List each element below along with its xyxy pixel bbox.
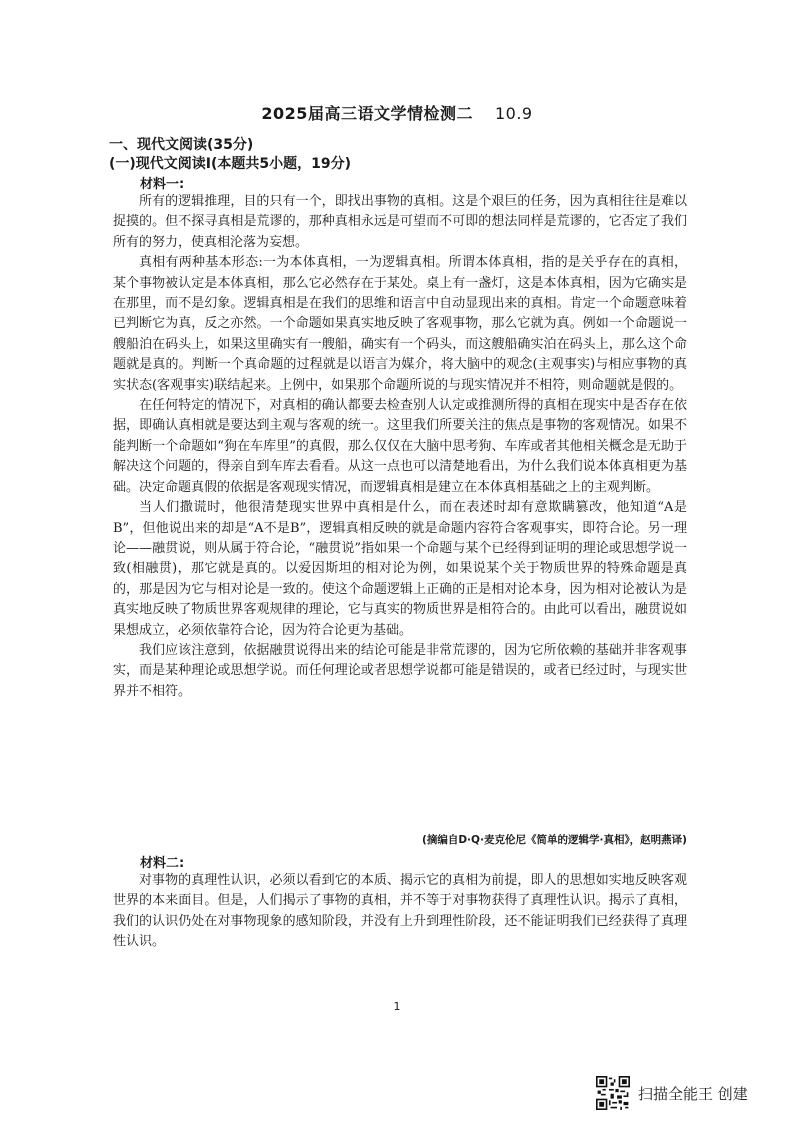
paragraph: 在任何特定的情况下，对真相的确认都要去检查别人认定或推测所得的真相在现实中是否存在依据，即确认真相就是要达到主观与客观的统一。这里我们所要关注的焦点是事物的客观情况。如果不能判断一个命题如“狗在车库里”的真假，那么仅仅在大脑中思考狗、车库或者其他相关概念是无助于解决这个问题的，得亲自到车库去看看。从这一点也可以清楚地看出，为什么我们说本体真相更为基础。决定命题真假的依据是客观现实情况，而逻辑真相是建立在本体真相基础之上的主观判断。: [113, 398, 687, 495]
source-citation: (摘编自D·Q·麦克伦尼《简单的逻辑学·真相》，赵明燕译): [422, 834, 687, 846]
scanner-label: 扫描全能王 创建: [638, 1084, 748, 1103]
page-number: 1: [393, 1000, 401, 1013]
scanner-watermark: [596, 1075, 748, 1111]
title-text: 2025届高三语文学情检测二: [261, 104, 473, 123]
qr-code-icon: [596, 1076, 630, 1110]
paragraph: 对事物的真理性认识，必须以看到它的本质、揭示它的真相为前提，即人的思想如实地反映客观世界的本来面目。但是，人们揭示了事物的真相，并不等于对事物获得了真理性认识。揭示了真相，我们的认识仍处在对事物现象的感知阶段，并没有上升到理性阶段，还不能证明我们已经获得了真理性认识。: [113, 873, 687, 950]
section-heading: 一、现代文阅读(35分): [109, 137, 254, 153]
material-two-body: [113, 871, 687, 953]
material-two-label: 材料二:: [140, 856, 185, 871]
paragraph: 所有的逻辑推理，目的只有一个，即找出事物的真相。这是个艰巨的任务，因为真相往往是难以捉摸的。但不探寻真相是荒谬的，那种真相永远是可望而不可即的想法同样是荒谬的，它否定了我们所有的努力，使真相沦落为妄想。: [113, 194, 687, 250]
page-title: [0, 101, 794, 124]
material-one-label: 材料一:: [140, 177, 185, 192]
paragraph: 我们应该注意到，依据融贯说得出来的结论可能是非常荒谬的，因为它所依赖的基础并非客观事实，而是某种理论或思想学说。而任何理论或者思想学说都可能是错误的，或者已经过时，与现实世界并不相符。: [113, 642, 687, 699]
title-date: 10.9: [494, 104, 533, 123]
paragraph: 当人们撒谎时，他很清楚现实世界中真相是什么，而在表述时却有意欺瞒篡改，他知道“A是B”，但他说出来的却是“A不是B”，逻辑真相反映的就是命题内容符合客观事实，即符合论。另一理论——融贯说，则从属于符合论，“融贯说”指如果一个命题与某个已经得到证明的理论或思想学说一致(相融贯)，那它就是真的。以爱因斯坦的相对论为例，如果说某个关于物质世界的特殊命题是真的，那是因为它与相对论是一致的。使这个命题逻辑上正确的正是相对论本身，因为相对论被认为是真实地反映了物质世界客观规律的理论，它与真实的物质世界是相符合的。由此可以看出，融贯说如果想成立，必须依靠符合论，因为符合论更为基础。: [113, 500, 687, 638]
material-one-body: [113, 192, 687, 702]
subsection-heading: (一)现代文阅读Ⅰ(本题共5小题，19分): [109, 156, 352, 172]
paragraph: 真相有两种基本形态:一为本体真相，一为逻辑真相。所谓本体真相，指的是关乎存在的真相，某个事物被认定是本体真相，那么它必然存在于某处。桌上有一盏灯，这是本体真相，因为它确实是在那里，而不是幻象。逻辑真相是在我们的思维和语言中自动显现出来的真相。肯定一个命题意味着已判断它为真，反之亦然。一个命题如果真实地反映了客观事物，那么它就为真。例如一个命题说一艘船泊在码头上，如果这里确实有一艘船，确实有一个码头，而这艘船确实泊在码头上，那么这个命题就是真的。判断一个真命题的过程就是以语言为媒介，将大脑中的观念(主观事实)与相应事物的真实状态(客观事实)联结起来。上例中，如果那个命题所说的与现实情况并不相符，则命题就是假的。: [113, 255, 687, 393]
